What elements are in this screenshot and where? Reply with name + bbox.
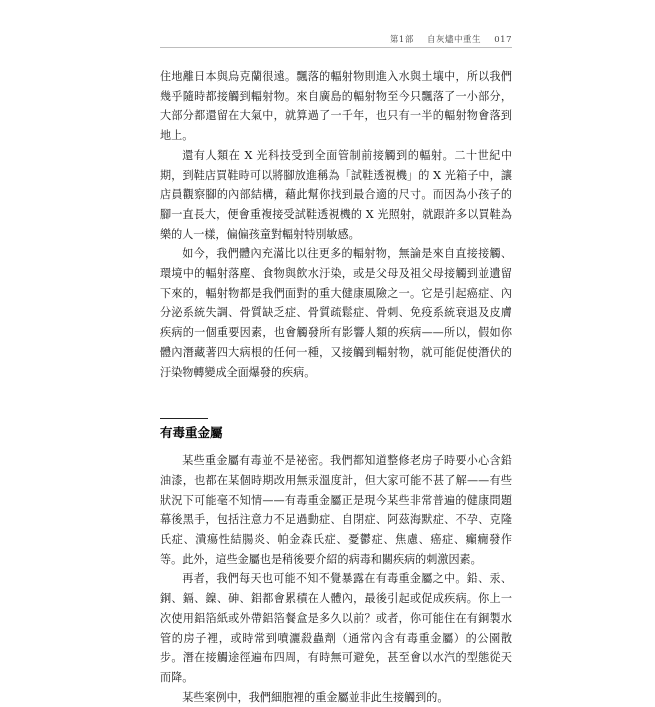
paragraph: 某些重金屬有毒並不是祕密。我們都知道整修老房子時要小心含鉛油漆，也都在某個時期改用無汞溫度計，但大家可能不甚了解——有些狀況下可能毫不知情——有毒重金屬正是現今某些非常普遍的健康問題幕後黑手，包括注意力不足過動症、自閉症、阿茲海默症、不孕、克隆氏症、潰瘍性結腸炎、帕金森氏症、憂鬱症、焦慮、癌症、癲癇發作等。此外，這些金屬也是稍後要介紹的病毒和關疾病的刺激因素。	[160, 454, 512, 566]
paragraph: 還有人類在 X 光科技受到全面管制前接觸到的輻射。二十世紀中期，到鞋店買鞋時可以將腳放進稱為「試鞋透視機」的 X 光箱子中，讓店員觀察腳的內部結構，藉此幫你找到最合適的尺寸。而因為小孩子的腳一直長大，便會重複接受試鞋透視機的 X 光照射，就跟許多以買鞋為樂的人一樣，偏偏孩童對輻射特別敏感。	[160, 148, 512, 241]
paragraph: 再者，我們每天也可能不知不覺暴露在有毒重金屬之中。鉛、汞、銅、鎘、鎳、砷、鋁都會累積在人體內，最後引起或促成疾病。你上一次使用鋁箔紙或外帶鋁箔餐盒是多久以前？或者，你可能住在有銅製水管的房子裡，或時常到噴灑殺蟲劑（通常內含有毒重金屬）的公園散步。潛在接觸途徑遍布四周，有時無可避免，甚至會以水汽的型態從天而降。	[160, 572, 512, 684]
header-title: 自灰燼中重生	[427, 35, 482, 45]
paragraph: 某些案例中，我們細胞裡的重金屬並非此生接觸到的。	[182, 690, 449, 704]
body-text	[160, 67, 512, 707]
header-divider	[160, 47, 512, 48]
paragraph: 如今，我們體內充滿比以往更多的輻射物，無論是來自直接接觸、環境中的輻射落塵、食物與飲水汙染，或是父母及祖父母接觸到並遺留下來的，輻射物都是我們面對的重大健康風險之一。它是引起癌症、內分泌系統失調、骨質缺乏症、骨質疏鬆症、骨刺、免疫系統衰退及皮膚疾病的一個重要因素，也會觸發所有影響人類的疾病——所以，假如你體內潛藏著四大病根的任何一種，又接觸到輻射物，就可能促使潛伏的汙染物轉變成全面爆發的疾病。	[160, 247, 512, 379]
paragraph: 住地離日本與烏克蘭很遠。飄落的輻射物則進入水與土壤中，所以我們幾乎隨時都接觸到輻射物。來自廣島的輻射物至今只飄落了一小部分，大部分都還留在大氣中，就算過了一千年，也只有一半的輻射物會落到地上。	[160, 70, 512, 143]
header-part: 第1部	[389, 35, 414, 45]
section-title: 有毒重金屬	[160, 425, 223, 441]
header-page-number: 017	[494, 35, 512, 45]
running-header	[380, 33, 512, 45]
section-rule	[160, 418, 208, 419]
section-heading	[160, 418, 512, 441]
